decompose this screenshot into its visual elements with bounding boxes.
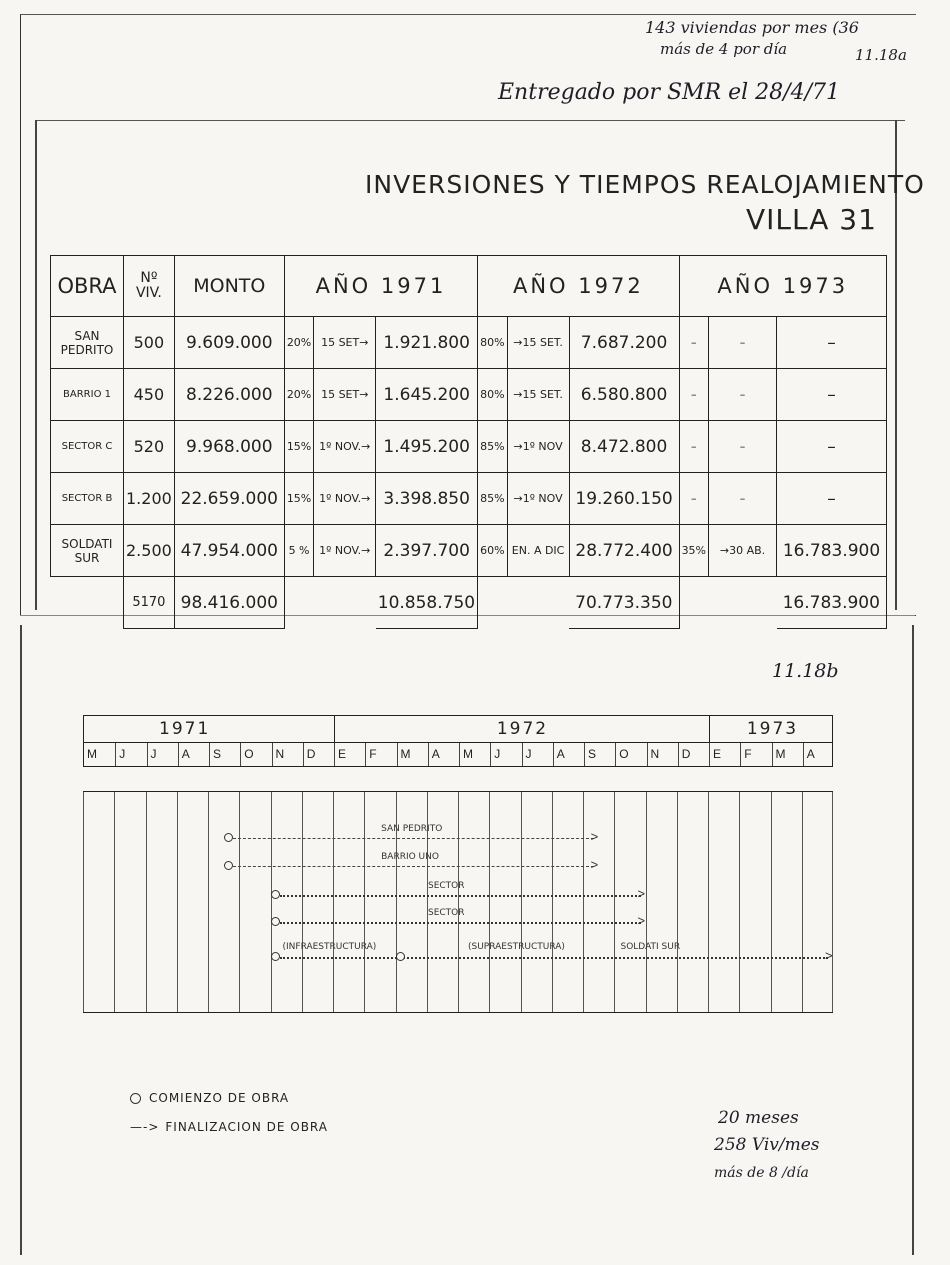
- legend-end: [130, 1120, 328, 1134]
- gantt-grid-line: [239, 792, 240, 1012]
- legend-start: [130, 1091, 289, 1105]
- gantt-month: M: [87, 747, 97, 761]
- gantt-months-row: [83, 743, 833, 767]
- arrow-icon: —->: [130, 1120, 160, 1134]
- cell-d71: 15 SET→: [314, 369, 376, 421]
- cell-v73: –: [777, 317, 887, 369]
- gantt-end-arrow: >: [637, 913, 646, 928]
- gantt-grid-line: [83, 792, 84, 1012]
- gantt-end-arrow: >: [637, 886, 646, 901]
- cell-d72: →1º NOV: [507, 421, 569, 473]
- cell-d72: →15 SET.: [507, 369, 569, 421]
- cell-v73: –: [777, 473, 887, 525]
- cell-p73: –: [679, 421, 708, 473]
- gantt-month: A: [428, 743, 459, 766]
- gantt-bar-line: [280, 895, 641, 897]
- gantt-month: M: [397, 743, 428, 766]
- cell-v71: 1.921.800: [376, 317, 478, 369]
- legend-end-label: FINALIZACION DE OBRA: [165, 1120, 328, 1134]
- gantt-year-1971: 1971: [159, 719, 211, 739]
- cell-v73: –: [777, 369, 887, 421]
- gantt-grid-line: [646, 792, 647, 1012]
- cell-obra: SECTOR B: [51, 473, 124, 525]
- cell-v72: 28.772.400: [569, 525, 679, 577]
- gantt-bar-line: [233, 866, 594, 867]
- table-row: [51, 369, 887, 421]
- gantt-grid-line: [552, 792, 553, 1012]
- cell-viv: 520: [124, 421, 175, 473]
- gantt-end-arrow: >: [590, 829, 599, 844]
- gantt-month: N: [647, 743, 678, 766]
- inner-frame-left: [35, 120, 37, 610]
- handwritten-note-top-2: más de 4 por día: [660, 40, 788, 58]
- cell-v72: 6.580.800: [569, 369, 679, 421]
- gantt-bar-label: BARRIO UNO: [381, 852, 439, 862]
- cell-monto: 8.226.000: [174, 369, 284, 421]
- gantt-grid-line: [271, 792, 272, 1012]
- cell-viv: 450: [124, 369, 175, 421]
- gantt-start-circle: [271, 917, 280, 926]
- table-row: [51, 473, 887, 525]
- gantt-year-1972: 1972: [334, 716, 710, 742]
- cell-viv: 1.200: [124, 473, 175, 525]
- cell-v73: –: [777, 421, 887, 473]
- gantt-month: J: [147, 743, 178, 766]
- cell-p72: 80%: [478, 317, 507, 369]
- cell-p71: 20%: [284, 317, 313, 369]
- gantt-month: E: [334, 743, 365, 766]
- cell-p71: 15%: [284, 473, 313, 525]
- gantt-bar-label: SECTOR: [428, 908, 465, 918]
- gantt-start-circle: [396, 952, 405, 961]
- cell-p71: 5 %: [284, 525, 313, 577]
- total-1972: 70.773.350: [569, 577, 679, 629]
- gantt-grid-line: [521, 792, 522, 1012]
- gantt-grid-line: [739, 792, 740, 1012]
- cell-p73: –: [679, 317, 708, 369]
- gantt-month: A: [178, 743, 209, 766]
- cell-p71: 20%: [284, 369, 313, 421]
- cell-p72: 85%: [478, 421, 507, 473]
- gantt-grid-line: [208, 792, 209, 1012]
- cell-v72: 8.472.800: [569, 421, 679, 473]
- gantt-grid-line: [614, 792, 615, 1012]
- gantt-grid-line: [802, 792, 803, 1012]
- cell-v73: 16.783.900: [777, 525, 887, 577]
- cell-p73: 35%: [679, 525, 708, 577]
- page-title: INVERSIONES Y TIEMPOS REALOJAMIENTO: [365, 170, 925, 199]
- gantt-start-circle: [224, 833, 233, 842]
- left-margin-line: [20, 625, 22, 1255]
- gantt-start-circle: [271, 952, 280, 961]
- gantt-month: F: [740, 743, 771, 766]
- gantt-grid-line: [708, 792, 709, 1012]
- handwritten-ref-top: 11.18a: [855, 46, 907, 64]
- cell-v72: 19.260.150: [569, 473, 679, 525]
- gantt-grid-line: [583, 792, 584, 1012]
- cell-d73: –: [709, 421, 777, 473]
- gantt-grid-line: [771, 792, 772, 1012]
- total-viv: 5170: [124, 577, 175, 629]
- gantt-month: A: [553, 743, 584, 766]
- gantt-month: J: [522, 743, 553, 766]
- gantt-end-arrow: >: [590, 857, 599, 872]
- gantt-grid-line: [177, 792, 178, 1012]
- gantt-month: A: [803, 743, 834, 766]
- table-row: [51, 421, 887, 473]
- gantt-month: J: [490, 743, 521, 766]
- cell-p72: 80%: [478, 369, 507, 421]
- cell-v71: 1.495.200: [376, 421, 478, 473]
- cell-d72: EN. A DIC: [507, 525, 569, 577]
- gantt-month: M: [459, 743, 490, 766]
- cell-obra: SAN PEDRITO: [51, 317, 124, 369]
- cell-d72: →1º NOV: [507, 473, 569, 525]
- gantt-bar-line: [280, 957, 829, 959]
- cell-obra: BARRIO 1: [51, 369, 124, 421]
- gantt-month: E: [709, 743, 740, 766]
- table-header-row: [51, 256, 887, 317]
- gantt-month: M: [772, 743, 803, 766]
- cell-p71: 15%: [284, 421, 313, 473]
- gantt-month: N: [272, 743, 303, 766]
- cell-monto: 47.954.000: [174, 525, 284, 577]
- handwritten-delivered: Entregado por SMR el 28/4/71: [498, 80, 840, 105]
- gantt-bar-label: SAN PEDRITO: [381, 824, 443, 834]
- table-row: [51, 317, 887, 369]
- cell-d71: 1º NOV.→: [314, 421, 376, 473]
- cell-v71: 3.398.850: [376, 473, 478, 525]
- cell-v71: 1.645.200: [376, 369, 478, 421]
- handwritten-ref-mid: 11.18b: [772, 660, 839, 682]
- cell-viv: 2.500: [124, 525, 175, 577]
- cell-d73: –: [709, 317, 777, 369]
- gantt-start-circle: [224, 861, 233, 870]
- cell-p72: 85%: [478, 473, 507, 525]
- gantt-bar-label: SOLDATI SUR: [620, 942, 681, 952]
- cell-monto: 9.968.000: [174, 421, 284, 473]
- gantt-grid-line: [832, 792, 833, 1012]
- cell-p72: 60%: [478, 525, 507, 577]
- cell-d71: 1º NOV.→: [314, 473, 376, 525]
- cell-obra: SOLDATI SUR: [51, 525, 124, 577]
- gantt-year-1973: 1973: [709, 716, 835, 742]
- gantt-month: S: [209, 743, 240, 766]
- page-subtitle: VILLA 31: [746, 203, 877, 236]
- gantt-grid-line: [333, 792, 334, 1012]
- cell-viv: 500: [124, 317, 175, 369]
- table-totals-row: [51, 577, 887, 629]
- header-monto: MONTO: [174, 256, 284, 317]
- handwritten-note-top: 143 viviendas por mes (36: [645, 18, 859, 37]
- gantt-grid-line: [364, 792, 365, 1012]
- gantt-grid-line: [146, 792, 147, 1012]
- table-row: [51, 525, 887, 577]
- cell-monto: 22.659.000: [174, 473, 284, 525]
- gantt-start-circle: [271, 890, 280, 899]
- cell-d73: –: [709, 473, 777, 525]
- handwritten-note-bottom-2: 258 Viv/mes: [714, 1135, 820, 1155]
- gantt-month: O: [240, 743, 271, 766]
- header-year-1971: AÑO 1971: [284, 256, 477, 317]
- cell-d73: –: [709, 369, 777, 421]
- cell-p73: –: [679, 473, 708, 525]
- cell-d71: 1º NOV.→: [314, 525, 376, 577]
- gantt-years-row: [83, 715, 833, 743]
- right-margin-line: [912, 625, 914, 1255]
- gantt-month: J: [115, 743, 146, 766]
- cell-monto: 9.609.000: [174, 317, 284, 369]
- legend-start-label: COMIENZO DE OBRA: [149, 1091, 290, 1105]
- gantt-end-arrow: >: [825, 948, 833, 963]
- gantt-grid-line: [114, 792, 115, 1012]
- cell-d72: →15 SET.: [507, 317, 569, 369]
- gantt-bar-label: SECTOR: [428, 881, 465, 891]
- investment-table: [50, 255, 887, 629]
- gantt-month: D: [678, 743, 709, 766]
- header-year-1972: AÑO 1972: [478, 256, 679, 317]
- handwritten-note-bottom-3: más de 8 /día: [714, 1165, 809, 1181]
- handwritten-note-bottom-1: 20 meses: [718, 1108, 799, 1128]
- header-num-viv: Nº VIV.: [124, 256, 175, 317]
- cell-obra: SECTOR C: [51, 421, 124, 473]
- gantt-body: [83, 791, 833, 1013]
- gantt-month: F: [365, 743, 396, 766]
- gantt-bar-line: [233, 838, 594, 839]
- header-obra: OBRA: [51, 256, 124, 317]
- gantt-grid-line: [489, 792, 490, 1012]
- gantt-month: S: [584, 743, 615, 766]
- cell-d73: →30 AB.: [709, 525, 777, 577]
- gantt-grid-line: [677, 792, 678, 1012]
- total-monto: 98.416.000: [174, 577, 284, 629]
- gantt-month: D: [303, 743, 334, 766]
- total-1973: 16.783.900: [777, 577, 887, 629]
- cell-p73: –: [679, 369, 708, 421]
- gantt-grid-line: [458, 792, 459, 1012]
- cell-v71: 2.397.700: [376, 525, 478, 577]
- header-year-1973: AÑO 1973: [679, 256, 886, 317]
- gantt-bar-line: [280, 922, 641, 924]
- gantt-month: O: [615, 743, 646, 766]
- gantt-bar-sublabel: (INFRAESTRUCTURA): [282, 942, 377, 952]
- gantt-grid-line: [302, 792, 303, 1012]
- inner-frame-top: [35, 120, 905, 121]
- cell-v72: 7.687.200: [569, 317, 679, 369]
- gantt-bar-sublabel: (SUPRAESTRUCTURA): [468, 942, 565, 952]
- cell-d71: 15 SET→: [314, 317, 376, 369]
- total-1971: 10.858.750: [376, 577, 478, 629]
- start-circle-icon: [130, 1093, 141, 1104]
